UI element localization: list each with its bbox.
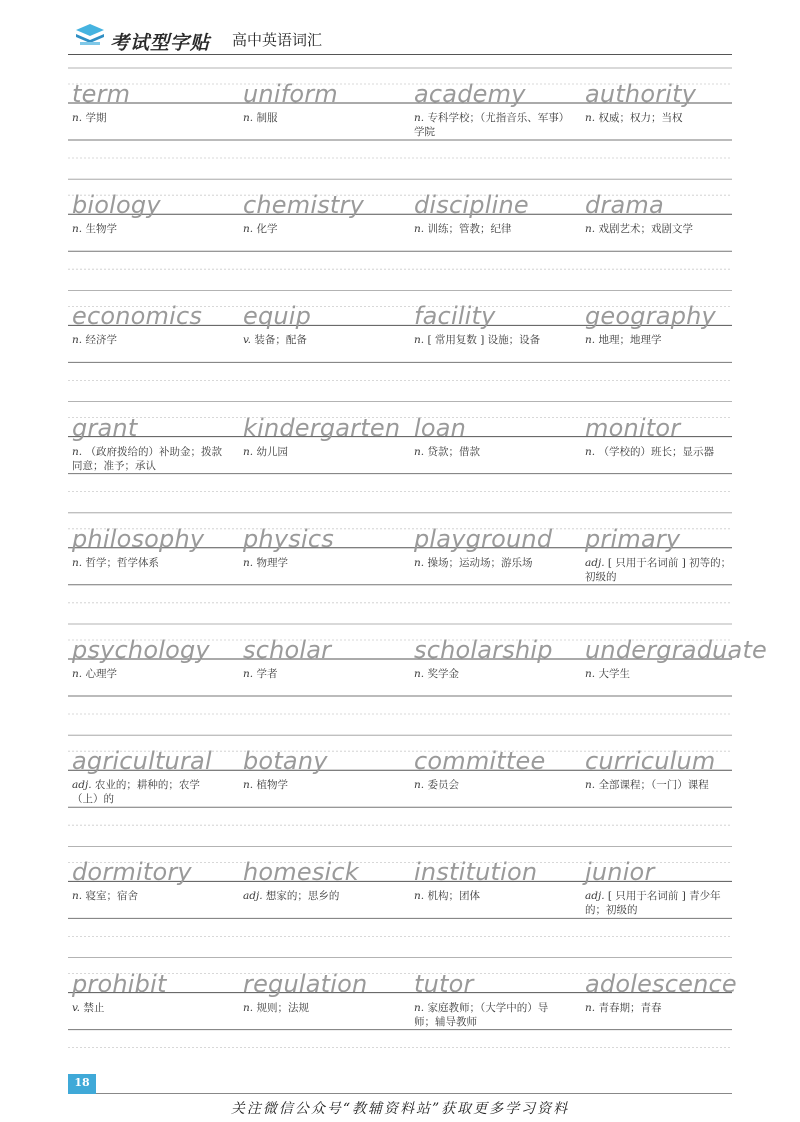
footer-divider (96, 1093, 732, 1094)
part-of-speech: n. (72, 668, 83, 680)
vocab-word: playground (414, 524, 553, 553)
definition-text: 寝室；宿舍 (85, 890, 138, 903)
part-of-speech: adj. (72, 779, 92, 792)
vocab-word: biology (72, 191, 161, 220)
part-of-speech: n. (585, 112, 596, 124)
part-of-speech: n. (72, 112, 83, 124)
vocab-word: geography (585, 302, 716, 331)
part-of-speech: n. (72, 890, 83, 903)
vocab-word: loan (414, 413, 467, 442)
vocab-meaning (243, 667, 393, 681)
part-of-speech: n. (585, 779, 596, 792)
part-of-speech: n. (414, 112, 425, 124)
vocab-meaning (585, 1001, 735, 1015)
vocab-meaning (243, 333, 393, 347)
part-of-speech: n. (414, 556, 425, 569)
definition-text: [ 常用复数 ] 设施；设备 (427, 334, 541, 347)
vocab-word: committee (414, 747, 546, 776)
vocab-meaning (243, 111, 393, 125)
vocab-meaning (414, 445, 564, 459)
vocab-meaning (414, 222, 564, 236)
vocab-word: institution (414, 858, 538, 887)
definition-text: 幼儿园 (256, 445, 288, 458)
vocab-word: agricultural (72, 747, 212, 776)
definition-text: （政府拨给的）补助金；拨款同意；准予；承认 (72, 445, 222, 472)
vocab-word: undergraduate (585, 636, 768, 664)
part-of-speech: n. (414, 1001, 425, 1014)
vocab-meaning (243, 556, 393, 570)
definition-text: 学者 (256, 668, 278, 680)
part-of-speech: n. (585, 223, 596, 236)
vocab-word: junior (585, 858, 655, 887)
vocab-word: prohibit (72, 969, 167, 998)
vocab-meaning (585, 111, 735, 125)
definition-text: 奖学金 (427, 668, 459, 680)
vocab-meaning (72, 1001, 222, 1015)
vocab-meaning (414, 111, 564, 139)
part-of-speech: n. (585, 334, 596, 347)
part-of-speech: n. (414, 779, 425, 792)
vocab-meaning (72, 889, 222, 903)
definition-text: 禁止 (83, 1001, 105, 1014)
part-of-speech: n. (414, 445, 425, 458)
vocab-meaning (585, 667, 735, 681)
part-of-speech: n. (414, 223, 425, 236)
vocab-word: chemistry (243, 191, 365, 220)
vocab-word: economics (72, 302, 203, 331)
vocab-word: adolescence (585, 969, 737, 998)
vocab-word: scholar (243, 636, 332, 664)
vocab-word: authority (585, 80, 697, 108)
definition-text: 委员会 (427, 779, 459, 792)
definition-text: 操场；运动场；游乐场 (427, 556, 533, 569)
part-of-speech: adj. (585, 890, 605, 903)
definition-text: 心理学 (85, 668, 117, 680)
vocab-meaning (414, 333, 564, 347)
vocab-word: botany (243, 747, 328, 776)
vocab-word: physics (243, 524, 334, 553)
definition-text: （学校的）班长；显示器 (598, 445, 714, 458)
part-of-speech: n. (414, 334, 425, 347)
definition-text: 化学 (256, 223, 278, 236)
vocab-word: philosophy (72, 524, 205, 553)
part-of-speech: n. (243, 668, 254, 680)
page-number: 18 (74, 1076, 90, 1089)
definition-text: 物理学 (256, 556, 288, 569)
vocab-word: drama (585, 191, 664, 220)
definition-text: 训练；管教；纪律 (427, 223, 512, 236)
definition-text: 经济学 (85, 334, 117, 347)
definition-text: 专科学校；（尤指音乐、军事）学院 (414, 112, 564, 138)
definition-text: 权威；权力；当权 (598, 112, 683, 124)
definition-text: 贷款；借款 (427, 445, 480, 458)
part-of-speech: n. (243, 223, 254, 236)
part-of-speech: v. (243, 334, 252, 347)
vocab-meaning (72, 778, 222, 806)
vocab-word: psychology (72, 636, 210, 664)
vocab-meaning (414, 889, 564, 903)
definition-text: [ 只用于名词前 ] 初等的；初级的 (585, 556, 732, 583)
part-of-speech: n. (243, 445, 254, 458)
part-of-speech: n. (243, 779, 254, 792)
definition-text: 全部课程；（一门）课程 (598, 779, 709, 792)
vocab-word: discipline (414, 191, 529, 220)
vocab-word: primary (585, 524, 681, 553)
part-of-speech: adj. (243, 890, 263, 903)
vocab-meaning (585, 889, 735, 917)
definition-text: 家庭教师；（大学中的）导师；辅导教师 (414, 1001, 549, 1028)
vocab-meaning (243, 778, 393, 792)
vocab-meaning (72, 222, 222, 236)
definition-text: 想家的；思乡的 (265, 890, 340, 903)
vocab-word: academy (414, 80, 526, 108)
page-subtitle: 高中英语词汇 (232, 31, 323, 49)
vocab-word: monitor (585, 413, 681, 442)
part-of-speech: n. (72, 223, 83, 236)
vocab-meaning (585, 222, 735, 236)
vocab-meaning (414, 1001, 564, 1029)
definition-text: 戏剧艺术；戏剧文学 (598, 223, 693, 236)
vocab-meaning (414, 667, 564, 681)
vocab-meaning (243, 889, 393, 903)
footer-text: 关注微信公众号“教辅资料站”获取更多学习资料 (230, 1101, 570, 1117)
vocab-meaning (414, 778, 564, 792)
definition-text: 装备；配备 (254, 334, 307, 347)
definition-text: 大学生 (598, 668, 630, 680)
vocab-meaning (72, 445, 222, 473)
part-of-speech: n. (72, 556, 83, 569)
vocab-meaning (72, 333, 222, 347)
vocab-word: grant (72, 413, 138, 442)
vocab-meaning (585, 333, 735, 347)
definition-text: 哲学；哲学体系 (85, 556, 159, 569)
definition-text: 规则；法规 (256, 1001, 309, 1014)
vocab-meaning (585, 556, 735, 584)
brand-title: 考试型字贴 (110, 32, 211, 54)
part-of-speech: n. (414, 668, 425, 680)
definition-text: 青春期；青春 (598, 1001, 662, 1014)
vocab-word: dormitory (72, 858, 192, 887)
part-of-speech: n. (243, 556, 254, 569)
definition-text: 制服 (256, 112, 278, 124)
vocab-meaning (585, 778, 735, 792)
part-of-speech: n. (414, 890, 425, 903)
definition-text: 地理；地理学 (598, 334, 662, 347)
vocab-word: curriculum (585, 747, 716, 776)
vocab-word: regulation (243, 969, 368, 998)
definition-text: 生物学 (85, 223, 117, 236)
vocab-word: tutor (414, 969, 474, 998)
definition-text: 机构；团体 (427, 890, 480, 903)
vocab-meaning (72, 111, 222, 125)
vocab-word: uniform (243, 80, 338, 108)
definition-text: 学期 (85, 112, 107, 124)
vocab-word: facility (414, 302, 496, 331)
part-of-speech: n. (585, 445, 596, 458)
part-of-speech: n. (72, 445, 83, 458)
part-of-speech: v. (72, 1001, 81, 1014)
part-of-speech: adj. (585, 556, 605, 569)
vocab-word: homesick (243, 858, 359, 887)
definition-text: 农业的；耕种的；农学（上）的 (72, 779, 200, 806)
part-of-speech: n. (243, 112, 254, 124)
vocab-meaning (585, 445, 735, 459)
part-of-speech: n. (72, 334, 83, 347)
vocab-meaning (414, 556, 564, 570)
vocab-meaning (243, 1001, 393, 1015)
vocab-word: equip (243, 302, 312, 331)
definition-text: [ 只用于名词前 ] 青少年的；初级的 (585, 890, 721, 917)
part-of-speech: n. (243, 1001, 254, 1014)
definition-text: 植物学 (256, 779, 288, 792)
vocab-meaning (72, 667, 222, 681)
vocab-meaning (243, 222, 393, 236)
vocab-meaning (72, 556, 222, 570)
vocab-word: scholarship (414, 636, 553, 664)
part-of-speech: n. (585, 1001, 596, 1014)
vocab-meaning (243, 445, 393, 459)
vocab-word: kindergarten (243, 413, 401, 442)
vocab-word: term (72, 80, 131, 108)
part-of-speech: n. (585, 668, 596, 680)
